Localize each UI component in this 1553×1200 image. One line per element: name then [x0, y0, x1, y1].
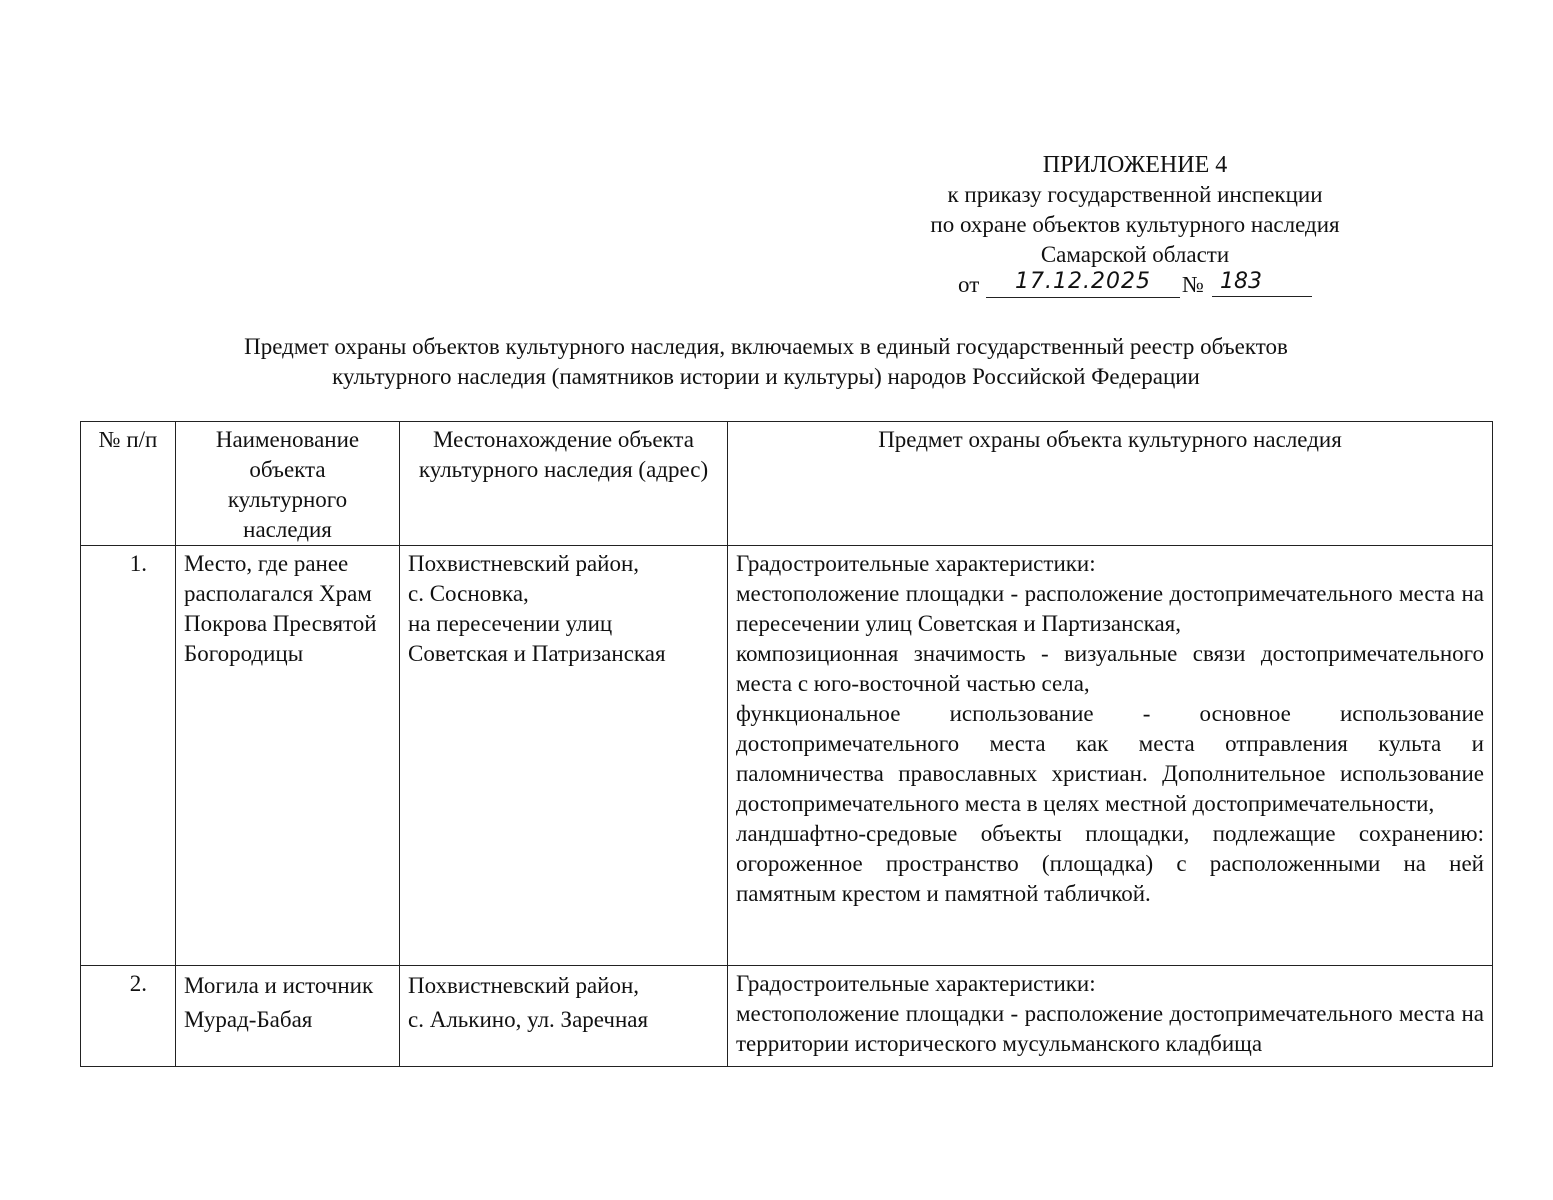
location-line: с. Алькино, ул. Заречная: [408, 1007, 649, 1032]
header-subject-text: Предмет охраны объекта культурного наследия: [878, 427, 1342, 452]
object-name-text: Могила и источник Мурад-Бабая: [184, 973, 374, 1032]
object-subject: [728, 966, 1493, 1067]
subject-paragraph: композиционная значимость - визуальные связи достопримечательного места с юго-восточной частью села,: [736, 641, 1484, 696]
annex-title: ПРИЛОЖЕНИЕ 4: [1042, 152, 1228, 178]
subject-paragraph: Градостроительные характеристики:: [736, 971, 1096, 996]
header-num: [81, 422, 176, 546]
table-row: [81, 966, 1493, 1067]
subject-paragraph: ландшафтно-средовые объекты площадки, подлежащие сохранению: огороженное пространство (площадка) с расположенными на ней памятным крестом и памятной табличкой.: [736, 821, 1484, 906]
row-number: 2.: [81, 966, 176, 1067]
object-name: [176, 966, 400, 1067]
number-label: №: [1182, 272, 1204, 297]
location-line: с. Сосновка,: [408, 581, 529, 606]
subject-paragraph: Градостроительные характеристики:: [736, 551, 1096, 576]
order-number: 183: [1212, 267, 1312, 297]
object-subject: [728, 546, 1493, 966]
header-name-text: Наименование объекта культурного наследия: [215, 427, 360, 542]
object-location: [400, 546, 728, 966]
header-location: [400, 422, 728, 546]
order-date-number: [880, 270, 1390, 300]
object-name-text: Место, где ранее располагался Храм Покрова Пресвятой Богородицы: [184, 551, 377, 666]
header-subject: [728, 422, 1493, 546]
row-number: 1.: [81, 546, 176, 966]
header-num-text: № п/п: [98, 427, 158, 452]
header-location-text: Местонахождение объекта культурного наследия (адрес): [418, 427, 709, 482]
object-location: [400, 966, 728, 1067]
location-line: Похвистневский район,: [408, 973, 640, 998]
subject-paragraph: местоположение площадки - расположение достопримечательного места на территории исторического мусульманского кладбища: [736, 1001, 1484, 1056]
table-header-row: [81, 422, 1493, 546]
annex-line-3: Самарской области: [1040, 242, 1230, 267]
header-name: [176, 422, 400, 546]
location-line: Похвистневский район,: [408, 551, 640, 576]
location-line: Советская и Патризанская: [408, 641, 666, 666]
subject-paragraph: местоположение площадки - расположение достопримечательного места на пересечении улиц Советская и Партизанская,: [736, 581, 1484, 636]
location-line: на пересечении улиц: [408, 611, 613, 636]
annex-line-1: к приказу государственной инспекции: [947, 182, 1323, 207]
object-name: [176, 546, 400, 966]
annex-header: [880, 150, 1390, 300]
document-title-line-2: культурного наследия (памятников истории и культуры) народов Российской Федерации: [332, 364, 1200, 389]
heritage-table: [80, 421, 1493, 1067]
order-date: 17.12.2025: [986, 267, 1180, 298]
subject-paragraph: функциональное использование - основное использование достопримечательного места как места отправления культа и паломничества православных христиан. Дополнительное использование достопримечательного места в целях местной достопримечательности,: [736, 701, 1484, 816]
document-title-line-1: Предмет охраны объектов культурного наследия, включаемых в единый государственный реестр объектов: [244, 334, 1288, 359]
annex-line-2: по охране объектов культурного наследия: [930, 212, 1340, 237]
table-row: [81, 546, 1493, 966]
from-label: от: [958, 272, 980, 297]
document-title: [100, 332, 1432, 392]
